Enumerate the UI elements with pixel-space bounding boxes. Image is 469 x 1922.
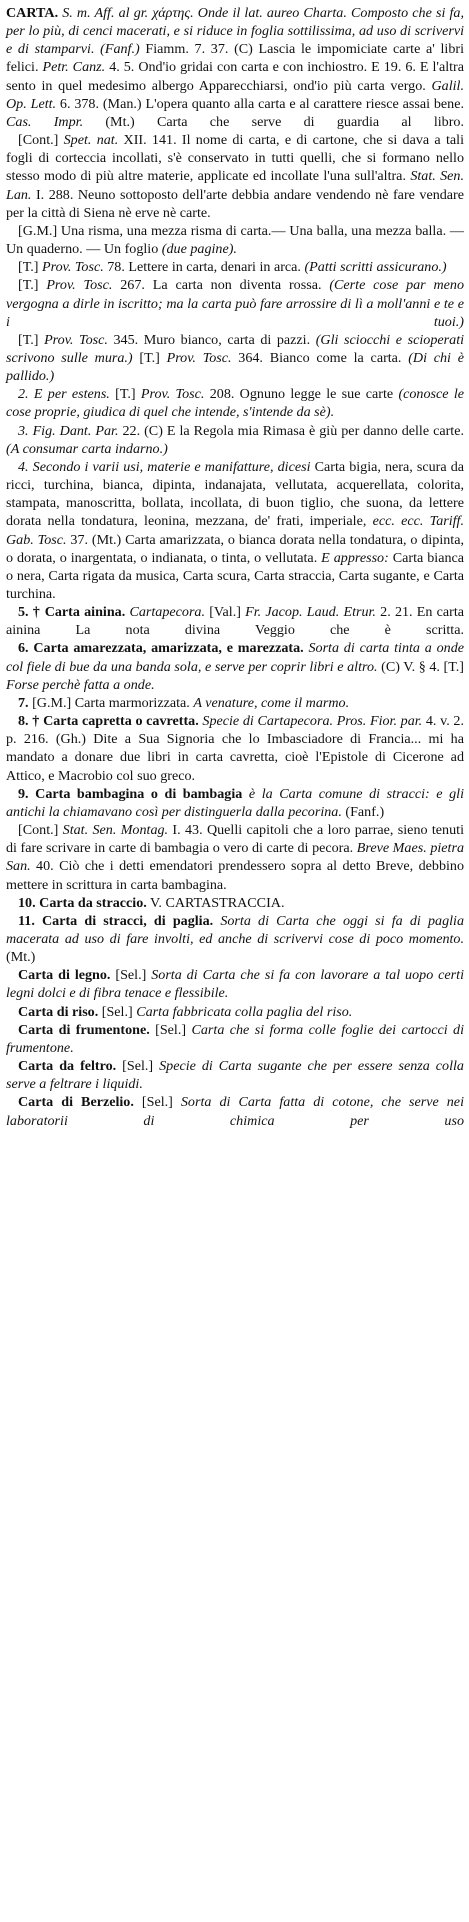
body-text: (C) V. § 4. [T.] <box>377 658 464 675</box>
body-text: (Fanf.) <box>341 803 385 820</box>
italic-text: 4. Secondo i varii usi, materie e manifatture, dicesi <box>18 458 311 475</box>
italic-text: Forse perchè fatta a onde. <box>6 676 155 693</box>
body-text: I. 43. Quelli capitoli che a loro parrae, sieno tenuti di fare scrivare in carte di bambagia o vero di carte di pecora. <box>6 822 464 857</box>
sense-heading: Carta di Berzelio. <box>18 1094 134 1111</box>
italic-text: Sorta di carta tinta a onde col fiele di bue da una banda sola, e serve per coprir libri e altro. <box>6 640 465 675</box>
body-text: [Sel.] <box>98 1003 137 1020</box>
body-text: I. 288. Neuno sottoposto dell'arte debbia andare vendendo nè fare vendare per la città di Siena nè erve nè carte. <box>6 186 464 221</box>
body-text: 22. (C) E la Regola mia Rimasa è giù per danno delle carte. <box>118 422 464 439</box>
body-text: [Sel.] <box>116 1058 160 1075</box>
entry-paragraph <box>6 694 464 712</box>
body-text: [G.M.] Carta marmorizzata. <box>28 694 194 711</box>
entry-paragraph <box>6 458 464 603</box>
entry-paragraph <box>6 966 464 1002</box>
italic-text: Prov. Tosc. <box>44 331 108 348</box>
sense-heading: 9. Carta bambagina o di bambagia <box>18 785 243 802</box>
entry-paragraph <box>6 331 464 385</box>
body-text: 4. 5. Ond'io gridai con carta e con inchiostro. E 19. 6. E l'altra sento in quel medesimo albergo Apparecchiarsi, ond'io più carta vergo. <box>6 59 464 94</box>
entry-paragraph <box>6 912 464 966</box>
entry-paragraph <box>6 1093 464 1129</box>
dictionary-entry-carta <box>6 4 464 1130</box>
sense-heading: 10. Carta da straccio. <box>18 894 147 911</box>
entry-paragraph <box>6 276 464 330</box>
italic-text: (Patti scritti assicurano.) <box>304 259 447 276</box>
italic-text: A venature, come il marmo. <box>193 694 350 711</box>
body-text: [T.] <box>18 259 42 276</box>
entry-paragraph <box>6 821 464 894</box>
italic-text: Stat. Sen. Lan. <box>6 168 464 203</box>
italic-text: Stat. Sen. Montag. <box>62 822 169 839</box>
body-text: 345. Muro bianco, carta di pazzi. <box>107 331 316 348</box>
sense-heading: 8. † Carta capretta o cavretta. <box>18 713 199 730</box>
body-text: 2. 21. En carta ainina La nota divina Veggio che è scritta. <box>6 604 464 639</box>
italic-text: Petr. Canz. <box>42 59 106 76</box>
sense-heading: Carta di frumentone. <box>18 1021 150 1038</box>
body-text: 40. Ciò che i detti emendatori prendessero sopra al detto Breve, debbino mettere in scrittura in carta bambagina. <box>6 858 464 893</box>
italic-text: (Gli sciocchi e scioperati scrivono sulle mura.) <box>6 331 465 366</box>
italic-text: 2. E per estens. <box>18 386 110 403</box>
body-text: [Sel.] <box>133 1094 181 1111</box>
body-text: [Cont.] <box>18 132 64 149</box>
italic-text: Prov. Tosc. <box>46 277 113 294</box>
italic-text: Prov. Tosc. <box>140 386 205 403</box>
entry-paragraph <box>6 385 464 421</box>
italic-text: Sorta di Carta che si fa con lavorare a tal uopo certi legni dolci e di fibra tenace e flessibile. <box>6 967 464 1002</box>
entry-paragraph <box>6 4 464 131</box>
sense-heading: CARTA. <box>6 5 59 21</box>
body-text: [T.] <box>18 277 47 294</box>
entry-paragraph <box>6 603 464 639</box>
body-text: Carta bianca o nera, Carta rigata da musica, Carta scura, Carta straccia, Carta sugante, e Carta turchina. <box>6 549 465 602</box>
body-text: 364. Bianco come la carta. <box>231 349 409 366</box>
body-text: V. CARTASTRACCIA. <box>146 894 285 911</box>
entry-paragraph <box>6 258 464 276</box>
entry-paragraph <box>6 785 464 821</box>
italic-text: Specie di Cartapecora. Pros. Fior. par. <box>202 713 423 730</box>
sense-heading: 6. Carta amarezzata, amarizzata, e marezzata. <box>18 640 304 657</box>
body-text <box>242 786 249 802</box>
sense-heading: Carta da feltro. <box>18 1058 117 1075</box>
body-text: [T.] <box>109 386 141 403</box>
sense-heading: 5. † Carta ainina. <box>18 604 126 621</box>
entry-paragraph <box>6 712 464 785</box>
italic-text: 3. Fig. Dant. Par. <box>18 422 119 439</box>
entry-paragraph <box>6 422 464 458</box>
entry-paragraph <box>6 1021 464 1057</box>
italic-text: Carta fabbricata colla paglia del riso. <box>136 1003 353 1020</box>
entry-paragraph <box>6 1003 464 1021</box>
body-text: 208. Ognuno legge le sue carte <box>204 386 399 403</box>
body-text: (Mt.) Carta che serve di guardia al libro. <box>83 113 464 130</box>
italic-text: Sorta di Carta che oggi si fa di paglia macerata ad uso di fare involti, ed anche di scrivervi cose di poco momento. <box>6 912 464 947</box>
body-text: [T.] <box>18 331 45 348</box>
italic-text: è la Carta comune di stracci: e gli antichi la chiamavano così per distinguerla dalla pecorina. <box>6 785 464 820</box>
italic-text: Cas. Impr. <box>6 113 84 130</box>
entry-paragraph <box>6 1057 464 1093</box>
italic-text: E appresso: <box>321 549 389 566</box>
italic-text: (Di chi è pallido.) <box>6 349 464 385</box>
italic-text: Galil. Op. Lett. <box>6 77 464 112</box>
italic-text: Specie di Carta sugante che per essere senza colla serve a feltrare i liquidi. <box>6 1058 464 1093</box>
body-text: 267. La carta non diventa rossa. <box>112 277 330 294</box>
italic-text: ecc. ecc. Tariff. Gab. Tosc. <box>6 513 464 548</box>
entry-paragraph <box>6 131 464 222</box>
italic-text: Spet. nat. <box>63 132 119 149</box>
italic-text: (conosce le cose proprie, giudica di quel che intende, s'intende da sè). <box>6 386 464 421</box>
italic-text: (Certe cose par meno vergogna a dirle in iscritto; ma la carta può fare arrossire di lì a moll'anni e te e i tuoi.) <box>6 277 465 330</box>
italic-text: Fr. Jacop. Laud. Etrur. <box>245 604 376 621</box>
italic-text: Carta che si forma colle foglie dei cartocci di frumentone. <box>6 1021 465 1056</box>
body-text: [Cont.] <box>18 822 63 839</box>
entry-paragraph <box>6 222 464 258</box>
italic-text: Prov. Tosc. <box>166 349 232 366</box>
sense-heading: Carta di riso. <box>18 1003 99 1020</box>
italic-text: Breve Maes. pietra San. <box>6 840 464 875</box>
body-text: 6. 378. (Man.) L'opera quanto alla carta e al carattere riesce assai bene. <box>56 95 464 112</box>
italic-text: (A consumar carta indarno.) <box>6 440 168 457</box>
body-text: 78. Lettere in carta, denari in arca. <box>103 259 305 276</box>
body-text: Carta bigia, nera, scura da ricci, turchina, bianca, dipinta, indanajata, vellutata, acquerellata, colorita, stampata, manoscritta, bollata, incollata, di buon tiglio, che suona, da lettere dorata nella tondatura, leonina, mezzana, de' frati, imperiale, <box>6 458 464 530</box>
entry-paragraph <box>6 894 464 912</box>
body-text: [T.] <box>132 349 167 366</box>
body-text: (Mt.) <box>6 949 36 966</box>
italic-text: Prov. Tosc. <box>42 259 104 276</box>
italic-text: S. m. Aff. al gr. χάρτης. Onde il lat. aureo Charta. Composto che si fa, per lo più, di cenci macerati, e si riduce in foglia sottilissima, ad uso di scrivervi e di stamparvi. (Fanf.) <box>6 5 464 58</box>
body-text: [Sel.] <box>149 1021 192 1038</box>
italic-text: (due pagine). <box>161 241 237 258</box>
sense-heading: Carta di legno. <box>18 967 111 984</box>
body-text: [G.M.] Una risma, una mezza risma di carta.— Una balla, una mezza balla. — Un quaderno. — Un foglio <box>6 222 464 258</box>
body-text: 37. (Mt.) Carta amarizzata, o bianca dorata nella tondatura, o dipinta, o dorata, o inargentata, o indianata, o tinta, o vellutata. <box>6 531 464 566</box>
body-text: XII. 141. Il nome di carta, e di cartone, che si dava a tali fogli di corteccia incollati, s'è conservato in tutti quelli, che si formano nello stesso modo di più altre materie, applicate ed incollate l'una sull'altra. <box>6 132 464 185</box>
body-text: [Sel.] <box>110 967 152 984</box>
sense-heading: 7. <box>18 694 29 711</box>
body-text: Fiamm. 7. 37. (C) Lascia le impomiciate carte a' libri felici. <box>6 41 464 76</box>
italic-text: Cartapecora. <box>129 604 206 621</box>
sense-heading: 11. Carta di stracci, di paglia. <box>18 912 214 929</box>
entry-paragraph <box>6 639 464 693</box>
italic-text: Sorta di Carta fatta di cotone, che serve nei laboratorii di chimica per uso <box>6 1094 464 1129</box>
body-text: 4. v. 2. p. 216. (Gh.) Dite a Sua Signoria che lo Imbasciadore di Francia... mi ha mandato a donare due libri in carta cavretta, cioè l'Epistole di Cicerone ad Attico, e Macrobio col suo greco. <box>6 713 464 784</box>
body-text: [Val.] <box>205 604 246 621</box>
